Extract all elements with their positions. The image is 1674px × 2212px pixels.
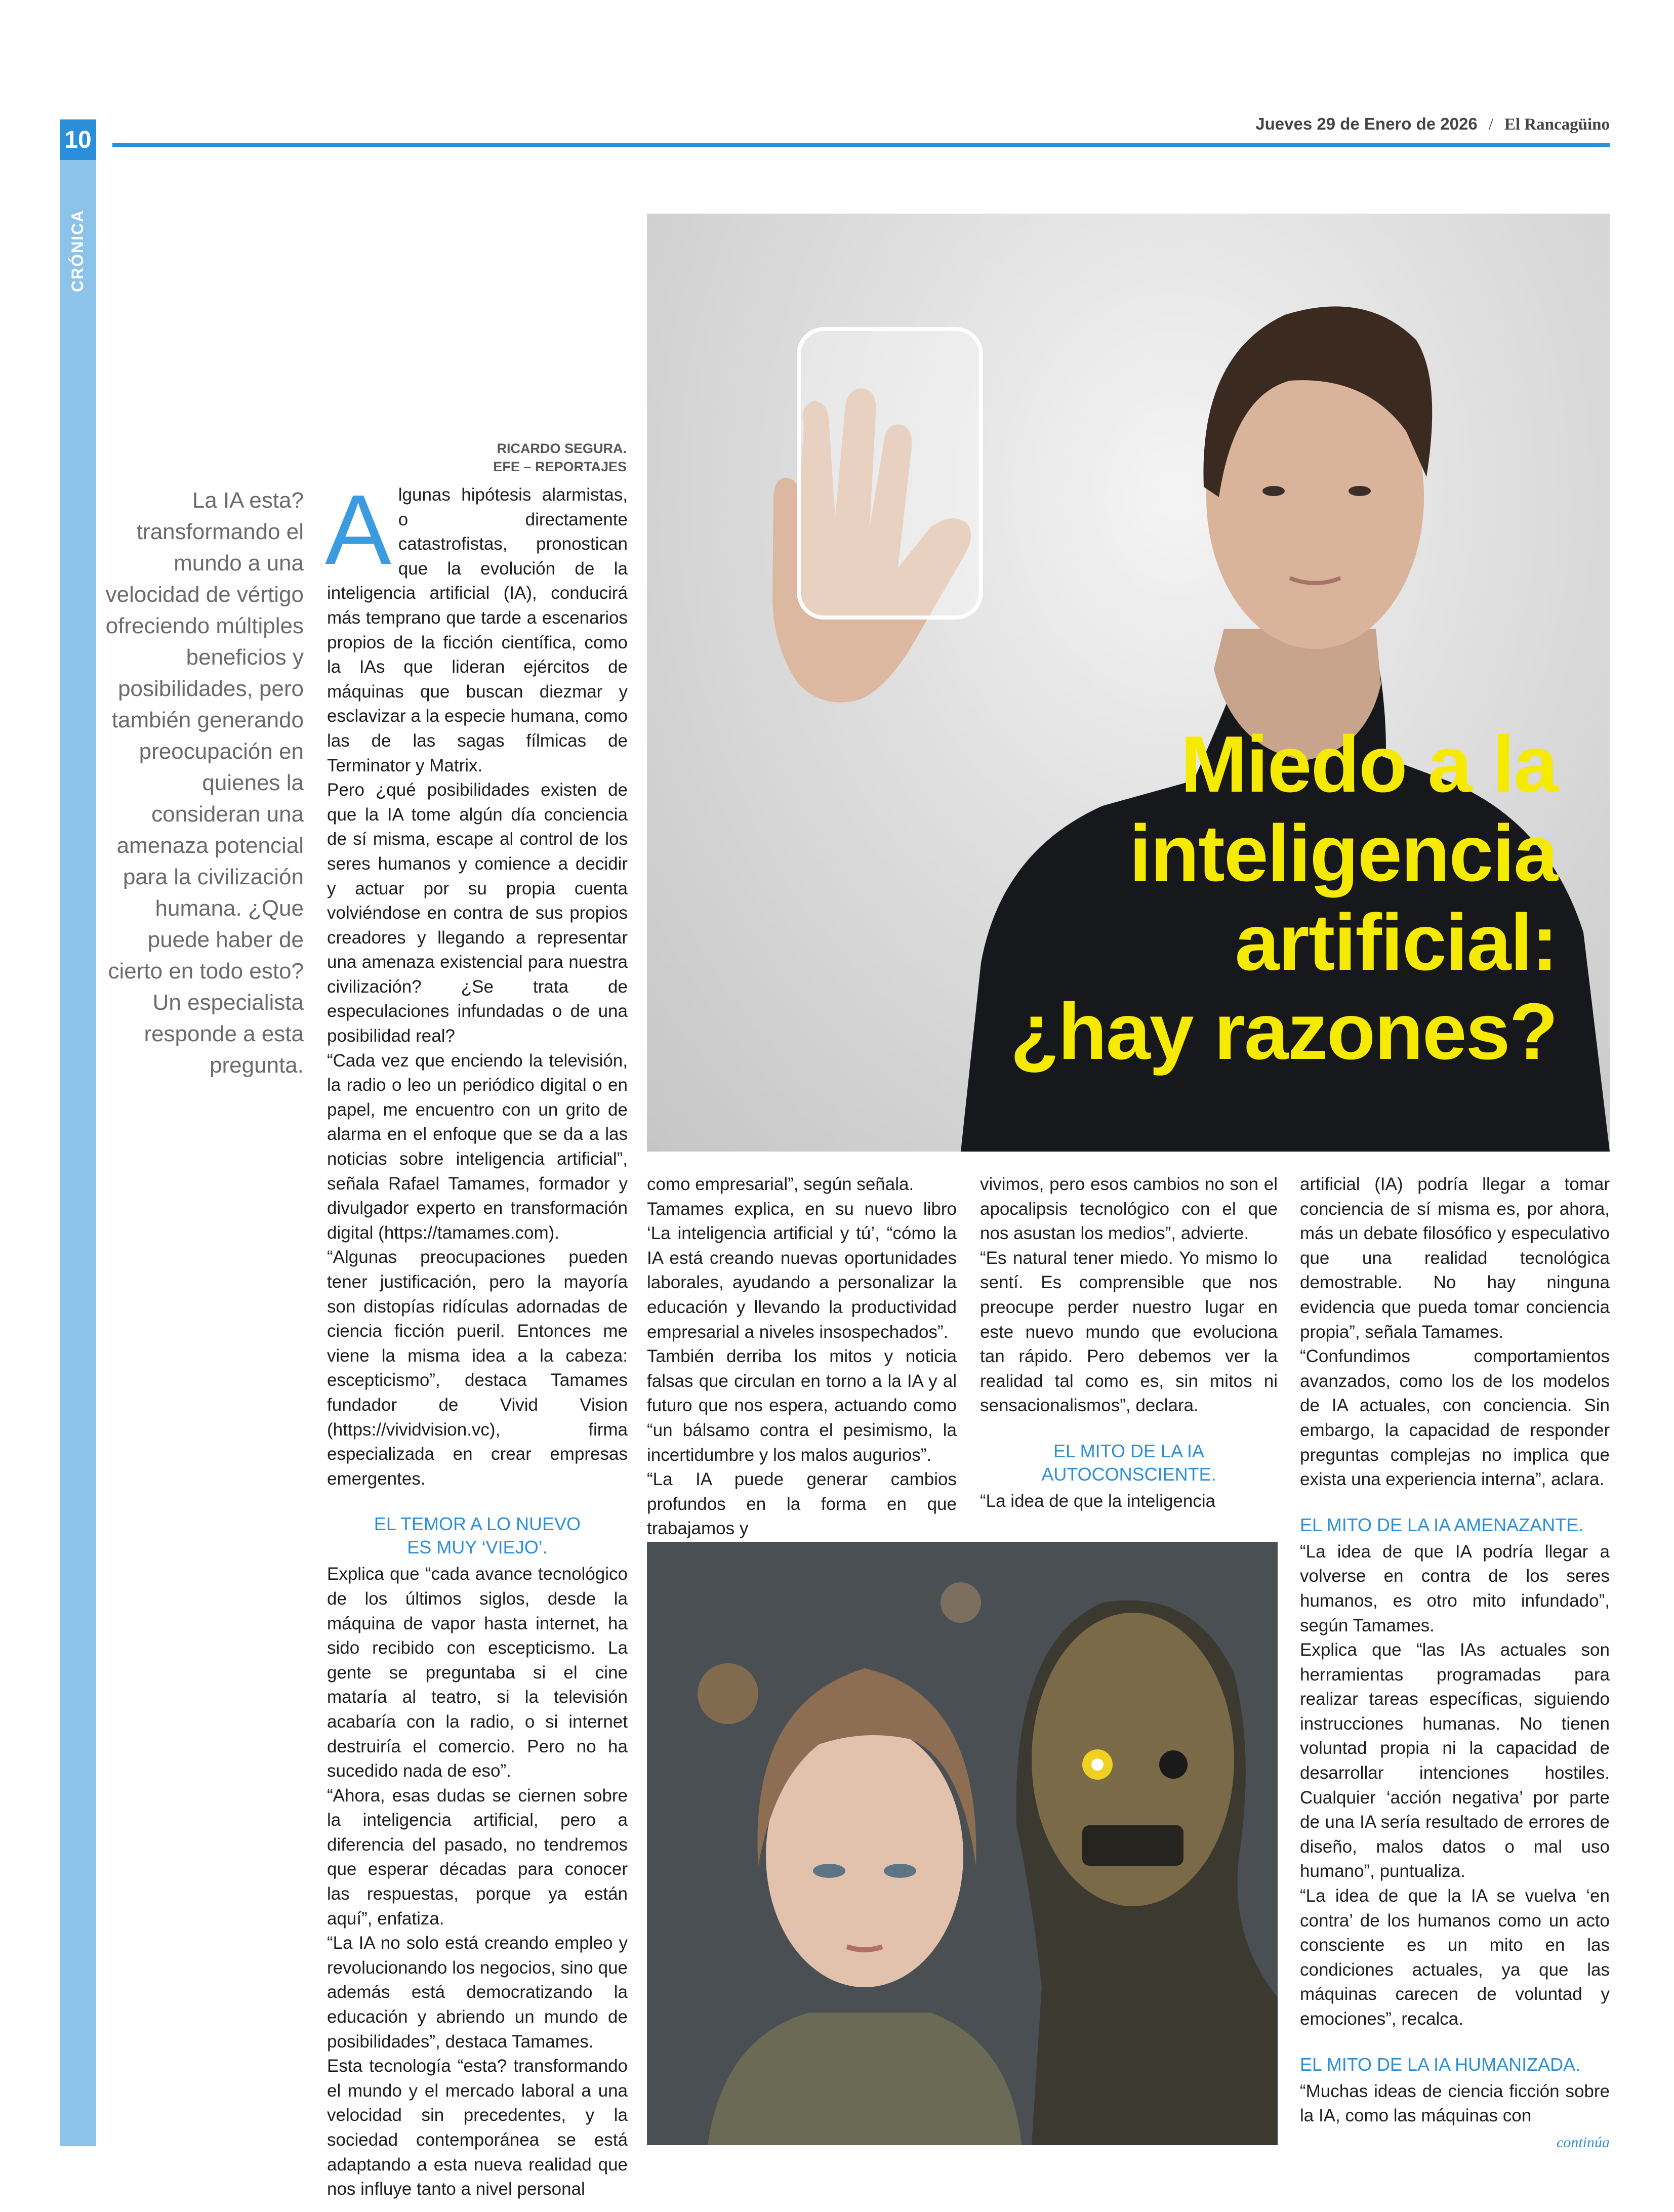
byline-agency: EFE – REPORTAJES [493,459,627,474]
article-column-3 [980,1172,1278,1514]
subhead-line: EL TEMOR A LO NUEVO [374,1513,581,1535]
body-paragraph: “La IA no solo está creando empleo y revolucionando los negocios, sino que además está democratizando la educación y abriendo un mundo de posibilidades”, destaca Tamames. [327,1933,628,2052]
headline-line: artificial: [1235,898,1557,987]
article-headline [848,720,1557,1076]
continued-marker: continúa [1557,2134,1610,2151]
headline-line: inteligencia [1129,809,1557,898]
body-paragraph: Explica que “cada avance tecnológico de los últimos siglos, desde la máquina de vapor hasta internet, ha sido recibido con escepticismo. La gente se preguntaba si el cine mataría al teatro, si la televisión acabaría con la radio, o si internet destruiría el comercio. Pero no ha sucedido nada de eso”. [327,1564,628,1781]
body-paragraph: artificial (IA) podría llegar a tomar conciencia de sí misma es, por ahora, más un debate filosófico y especulativo que una realidad tecnológica demostrable. No hay ninguna evidencia que pueda tomar conciencia propia”, señala Tamames. [1300,1174,1610,1342]
section-label-text: CRÓNICA [68,209,87,292]
body-paragraph: “Algunas preocupaciones pueden tener justificación, pero la mayoría son distopías ridículas adornadas de ciencia ficción pueril. Entonces me viene la misma idea a la cabeza: escepticismo”, destaca Tamames fundador de Vivid Vision (https://vividvision.vc), firma especializada en crear empresas emergentes. [327,1247,628,1489]
masthead [1255,114,1610,134]
subhead-humanizada [1300,2053,1610,2076]
body-paragraph: “La idea de que la IA se vuelva ‘en contra’ de los humanos como un acto consciente es un mito en las condiciones actuales, ya que las máquinas carecen de voluntad y emociones”, recalca. [1300,1886,1610,2029]
header-rule [112,143,1610,147]
page-number: 10 [60,119,96,160]
body-paragraph: “Confundimos comportamientos avanzados, como los de los modelos de IA actuales, con conciencia. Sin embargo, la capacidad de responder preguntas complejas no implica que exista una experiencia interna”, aclara. [1300,1346,1610,1490]
body-paragraph: “Ahora, esas dudas se ciernen sobre la inteligencia artificial, pero a diferencia del pasado, no tendremos que esperar décadas para conocer las respuestas, porque ya están aquí”, enfatiza. [327,1785,628,1929]
newspaper-name: El Rancagüino [1504,115,1610,134]
subhead-temor [327,1512,628,1559]
issue-date: Jueves 29 de Enero de 2026 [1255,114,1478,133]
article-column-1 [325,474,628,2202]
byline [445,439,627,476]
body-paragraph: “Cada vez que enciendo la televisión, la radio o leo un periódico digital o en papel, me encuentro con un grito de alarma en el enfoque que se da a las noticias sobre inteligencia artificial”, señala Rafael Tamames, formador y divulgador experto en transformación digital (https://tamames.com). [327,1050,628,1243]
article-column-2 [647,1172,957,1541]
headline-line: ¿hay razones? [1010,987,1557,1076]
headline-line: Miedo a la [1180,720,1557,809]
section-label [60,205,96,296]
masthead-separator: / [1488,115,1493,134]
body-paragraph: “La IA puede generar cambios profundos en la forma en que trabajamos y [647,1469,957,1539]
body-paragraph: “La idea de que IA podría llegar a volverse en contra de los seres humanos, es otro mito infundado”, según Tamames. [1300,1541,1610,1635]
drop-cap: A [325,474,391,585]
section-sidebar-strip [60,119,96,2146]
subhead-amenazante [1300,1513,1610,1537]
body-paragraph: Tamames explica, en su nuevo libro ‘La inteligencia artificial y tú’, “cómo la IA está creando nuevas oportunidades laborales, ayudando a personalizar la educación y llevando la productividad empresarial a niveles insospechados”. [647,1199,957,1342]
subhead-line: EL MITO DE LA IA AMENAZANTE. [1300,1514,1584,1535]
subhead-line: ES MUY ‘VIEJO’. [407,1537,548,1558]
lead-photo-man-touching-screen [647,214,1610,1152]
second-photo-illustration [647,1542,1278,2145]
byline-author: RICARDO SEGURA. [497,441,627,456]
body-paragraph: “Es natural tener miedo. Yo mismo lo sentí. Es comprensible que nos preocupe perder nuestro lugar en este nuevo mundo que evoluciona tan rápido. Pero debemos ver la realidad tal como es, sin mitos ni sensacionalismos”, declara. [980,1248,1278,1416]
subhead-autoconsciente [980,1440,1278,1486]
paragraph-text: lgunas hipótesis alarmistas, o directamente catastrofistas, pronostican que la evolución de la inteligencia artificial (IA), conducirá más temprano que tarde a escenarios propios de la ficción científica, como la IAs que lideran ejércitos de máquinas que buscan diezmar y esclavizar a la especie humana, como las de las sagas fílmicas de Terminator y Matrix. [327,485,628,775]
body-paragraph: Pero ¿qué posibilidades existen de que la IA tome algún día conciencia de sí misma, escape al control de los seres humanos y comience a decidir y actuar por su propia cuenta volviéndose en contra de sus propios creadores y llegando a representar una amenaza existencial para nuestra civilización? ¿Se trata de especulaciones infundadas o de una posibilidad real? [327,780,628,1046]
subhead-line: AUTOCONSCIENTE. [1041,1463,1216,1485]
body-paragraph: como empresarial”, según señala. [647,1174,914,1194]
second-photo-woman-and-robot [647,1542,1278,2145]
body-paragraph: “Muchas ideas de ciencia ficción sobre la IA, como las máquinas con [1300,2081,1610,2126]
body-paragraph: vivimos, pero esos cambios no son el apocalipsis tecnológico con el que nos asustan los medios”, advierte. [980,1174,1278,1244]
body-paragraph: También derriba los mitos y noticia falsas que circulan en torno a la IA y al futuro que nos espera, actuando como “un bálsamo contra el pesimismo, la incertidumbre y los malos augurios”. [647,1346,957,1465]
article-column-4 [1300,1172,1610,2155]
subhead-line: EL MITO DE LA IA HUMANIZADA. [1300,2054,1581,2075]
body-paragraph: Explica que “las IAs actuales son herramientas programadas para realizar tareas específicas, siguiendo instrucciones humanas. No tienen voluntad propia ni la capacidad de desarrollar intenciones hostiles. Cualquier ‘acción negativa’ por parte de una IA sería resultado de errores de diseño, malos datos o mal uso humano”, puntualiza. [1300,1640,1610,1881]
body-paragraph: “La idea de que la inteligencia [980,1491,1216,1511]
body-paragraph [325,474,628,778]
body-paragraph: Esta tecnología “esta? transformando el mundo y el mercado laboral a una velocidad sin precedentes, y la sociedad contemporánea se está adaptando a esta nueva realidad que nos influye tanto a nivel personal [327,2056,628,2199]
article-dek: La IA esta? transformando el mundo a una velocidad de vértigo ofreciendo múltiples beneficios y posibilidades, pero también generando preocupación en quienes la consideran una amenaza potencial para la civilización humana. ¿Que puede haber de cierto en todo esto? Un especialista responde a esta pregunta. [105,488,304,1078]
subhead-line: EL MITO DE LA IA [1053,1440,1205,1461]
